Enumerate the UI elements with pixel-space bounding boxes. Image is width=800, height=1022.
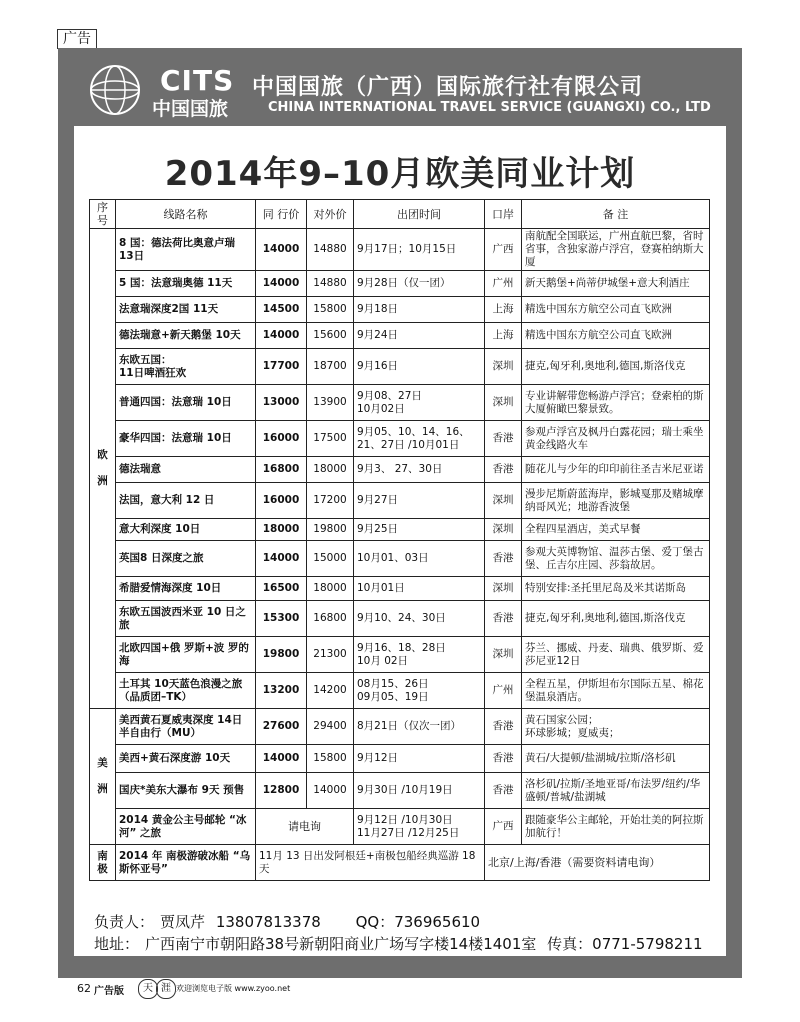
peer-price: 15300 <box>256 601 307 637</box>
peer-price: 13000 <box>256 385 307 421</box>
company-name-en: CHINA INTERNATIONAL TRAVEL SERVICE (GUANGXI) CO., LTD <box>268 100 711 115</box>
notes: 黄石/大提顿/盐湖城/拉斯/洛杉矶 <box>522 745 710 773</box>
page-number: 62 <box>77 982 91 995</box>
departure-date: 10月01日 <box>354 577 485 601</box>
departure-date: 9月28日（仅一团） <box>354 271 485 297</box>
peer-price: 14500 <box>256 297 307 323</box>
peer-price: 14000 <box>256 271 307 297</box>
peer-price: 17700 <box>256 349 307 385</box>
departure-port: 香港 <box>485 457 522 483</box>
fax: 传真：0771-5798211 <box>547 935 703 953</box>
route-name: 德法瑞意+新天鹅堡 10天 <box>116 323 256 349</box>
route-name: 意大利深度 10日 <box>116 519 256 541</box>
retail-price: 14880 <box>307 229 354 271</box>
departure-date: 8月21日（仅次一团） <box>354 709 485 745</box>
retail-price: 14200 <box>307 673 354 709</box>
route-name: 土耳其 10天蓝色浪漫之旅（品质团–TK） <box>116 673 256 709</box>
publication-badge: 天 <box>138 979 158 999</box>
region-antarctica: 南 极 <box>90 845 116 881</box>
route-name: 美西+黄石深度游 10天 <box>116 745 256 773</box>
departure-date: 9月05、10、14、16、21、27日 /10月01日 <box>354 421 485 457</box>
notes: 全程五星，伊斯坦布尔国际五星、棉花堡温泉酒店。 <box>522 673 710 709</box>
column-header: 出团时间 <box>354 200 485 229</box>
retail-price: 15800 <box>307 297 354 323</box>
column-header: 口岸 <box>485 200 522 229</box>
retail-price: 18000 <box>307 577 354 601</box>
departure-date: 9月12日 <box>354 745 485 773</box>
table-row <box>90 673 710 709</box>
notes: 跟随豪华公主邮轮，开始壮美的阿拉斯加航行！ <box>522 809 710 845</box>
table-row <box>90 773 710 809</box>
logo-cn: 中国国旅 <box>152 98 229 120</box>
table-row <box>90 845 710 881</box>
departure-port: 香港 <box>485 709 522 745</box>
retail-price: 15000 <box>307 541 354 577</box>
route-name: 豪华四国：法意瑞 10日 <box>116 421 256 457</box>
route-name: 8 国：德法荷比奥意卢瑞 13日 <box>116 229 256 271</box>
notes: 专业讲解带您畅游卢浮宫；登索柏的斯大厦俯瞰巴黎景致。 <box>522 385 710 421</box>
departure-date: 9月17日；10月15日 <box>354 229 485 271</box>
peer-price: 16800 <box>256 457 307 483</box>
publication-name: 广告版 <box>94 986 124 997</box>
route-name: 法意瑞深度2国 11天 <box>116 297 256 323</box>
table-row <box>90 709 710 745</box>
table-row <box>90 349 710 385</box>
table-row <box>90 519 710 541</box>
notes: 捷克,匈牙利,奥地利,德国,斯洛伐克 <box>522 349 710 385</box>
table-row <box>90 271 710 297</box>
peer-price: 16500 <box>256 577 307 601</box>
departure-port: 香港 <box>485 421 522 457</box>
route-name: 英国8 日深度之旅 <box>116 541 256 577</box>
notes: 南航配全国联运，广州直航巴黎，省时省事，含独家游卢浮宫，登赛柏纳斯大厦 <box>522 229 710 271</box>
retail-price: 15600 <box>307 323 354 349</box>
notes: 全程四星酒店，美式早餐 <box>522 519 710 541</box>
price-call: 请电询 <box>256 809 354 845</box>
departure-port: 广西 <box>485 229 522 271</box>
notes: 精选中国东方航空公司直飞欧洲 <box>522 297 710 323</box>
retail-price: 17500 <box>307 421 354 457</box>
departure-port: 深圳 <box>485 519 522 541</box>
departure-date: 9月18日 <box>354 297 485 323</box>
route-name: 希腊爱情海深度 10日 <box>116 577 256 601</box>
address: 广西南宁市朝阳路38号新朝阳商业广场写字楼14楼1401室 <box>145 935 537 953</box>
column-header: 同 行价 <box>256 200 307 229</box>
peer-price: 14000 <box>256 323 307 349</box>
departure-date: 9月25日 <box>354 519 485 541</box>
retail-price: 14880 <box>307 271 354 297</box>
peer-price: 19800 <box>256 637 307 673</box>
notes: 漫步尼斯蔚蓝海岸，影城戛那及赌城摩纳哥风光；地游香波堡 <box>522 483 710 519</box>
departure-port: 深圳 <box>485 483 522 519</box>
notes: 特别安排:圣托里尼岛及米其诺斯岛 <box>522 577 710 601</box>
departure-port: 广西 <box>485 809 522 845</box>
peer-price: 16000 <box>256 421 307 457</box>
departure-date: 10月01、03日 <box>354 541 485 577</box>
departure-port: 广州 <box>485 271 522 297</box>
table-row <box>90 745 710 773</box>
retail-price: 17200 <box>307 483 354 519</box>
departure-date: 9月24日 <box>354 323 485 349</box>
table-row <box>90 385 710 421</box>
peer-price: 14000 <box>256 541 307 577</box>
retail-price: 13900 <box>307 385 354 421</box>
notes: 精选中国东方航空公司直飞欧洲 <box>522 323 710 349</box>
address-line <box>94 933 709 954</box>
notes: 参观大英博物馆、温莎古堡、爱丁堡古堡、丘吉尔庄园、莎翁故居。 <box>522 541 710 577</box>
retail-price: 16800 <box>307 601 354 637</box>
column-header: 对外价 <box>307 200 354 229</box>
address-label: 地址： <box>94 935 140 953</box>
departure-date: 9月10、24、30日 <box>354 601 485 637</box>
route-name: 美西黄石夏威夷深度 14日 半自由行（MU） <box>116 709 256 745</box>
notes: 芬兰、挪威、丹麦、瑞典、俄罗斯、爱莎尼亚12日 <box>522 637 710 673</box>
departure-date: 9月08、27日 10月02日 <box>354 385 485 421</box>
route-name: 东欧五国： 11日啤酒狂欢 <box>116 349 256 385</box>
route-name: 德法瑞意 <box>116 457 256 483</box>
contact-label: 负责人： <box>94 913 155 931</box>
notes: 新天鹅堡+尚蒂伊城堡+意大利酒庄 <box>522 271 710 297</box>
retail-price: 21300 <box>307 637 354 673</box>
table-row <box>90 541 710 577</box>
retail-price: 14000 <box>307 773 354 809</box>
departure-date: 11月 13 日出发阿根廷+南极包船经典巡游 18天 <box>256 845 485 881</box>
logo-text: CITS <box>160 64 235 97</box>
route-name: 5 国：法意瑞奥德 11天 <box>116 271 256 297</box>
tour-plan-table <box>89 199 710 881</box>
departure-port: 广州 <box>485 673 522 709</box>
notes: 捷克,匈牙利,奥地利,德国,斯洛伐克 <box>522 601 710 637</box>
departure-date: 9月16日 <box>354 349 485 385</box>
route-name: 东欧五国波西米亚 10 日之旅 <box>116 601 256 637</box>
notes: 参观卢浮宫及枫丹白露花园；瑞士乘坐黄金线路火车 <box>522 421 710 457</box>
route-name: 法国，意大利 12 日 <box>116 483 256 519</box>
retail-price: 18000 <box>307 457 354 483</box>
peer-price: 14000 <box>256 229 307 271</box>
table-row <box>90 601 710 637</box>
departure-port: 香港 <box>485 745 522 773</box>
contact-phone: 13807813378 <box>215 913 321 931</box>
table-row <box>90 229 710 271</box>
departure-port: 深圳 <box>485 385 522 421</box>
retail-price: 19800 <box>307 519 354 541</box>
notes: 黄石国家公园； 环球影城；夏威夷； <box>522 709 710 745</box>
departure-date: 9月12日 /10月30日 11月27日 /12月25日 <box>354 809 485 845</box>
publication-badge: 涯 <box>156 979 176 999</box>
company-name-cn: 中国国旅（广西）国际旅行社有限公司 <box>252 75 644 100</box>
notes: 洛杉矶/拉斯/圣地亚哥/布法罗/纽约/华盛顿/普城/盐湖城 <box>522 773 710 809</box>
table-row <box>90 483 710 519</box>
retail-price: 29400 <box>307 709 354 745</box>
route-name: 2014 黄金公主号邮轮 “冰河” 之旅 <box>116 809 256 845</box>
region-europe: 欧 洲 <box>90 229 116 709</box>
table-row <box>90 457 710 483</box>
peer-price: 14000 <box>256 745 307 773</box>
ad-tag: 广告 <box>57 29 97 49</box>
retail-price: 18700 <box>307 349 354 385</box>
departure-date: 9月3、 27、30日 <box>354 457 485 483</box>
column-header: 线路名称 <box>116 200 256 229</box>
departure-port: 香港 <box>485 541 522 577</box>
table-row <box>90 421 710 457</box>
departure-date: 9月16、18、28日 10月 02日 <box>354 637 485 673</box>
notes: 随花儿与少年的印印前往圣吉米尼亚诺 <box>522 457 710 483</box>
departure-port: 深圳 <box>485 637 522 673</box>
route-name: 普通四国：法意瑞 10日 <box>116 385 256 421</box>
table-row <box>90 577 710 601</box>
departure-date: 08月15、26日 09月05、19日 <box>354 673 485 709</box>
departure-date: 9月27日 <box>354 483 485 519</box>
departure-port: 香港 <box>485 773 522 809</box>
departure-port: 深圳 <box>485 577 522 601</box>
route-name: 国庆*美东大瀑布 9天 预售 <box>116 773 256 809</box>
route-name: 2014 年 南极游破冰船 “乌斯怀亚号” <box>116 845 256 881</box>
port-notes: 北京/上海/香港（需要资料请电询） <box>485 845 710 881</box>
contact-line <box>94 911 486 932</box>
welcome-text: 欢迎浏览电子版 www.zyoo.net <box>176 984 291 993</box>
table-row <box>90 637 710 673</box>
peer-price: 12800 <box>256 773 307 809</box>
departure-date: 9月30日 /10月19日 <box>354 773 485 809</box>
table-row <box>90 323 710 349</box>
column-header: 备 注 <box>522 200 710 229</box>
contact-qq: QQ：736965610 <box>355 913 481 931</box>
departure-port: 香港 <box>485 601 522 637</box>
peer-price: 18000 <box>256 519 307 541</box>
retail-price: 15800 <box>307 745 354 773</box>
contact-name: 贾凤芹 <box>160 913 206 931</box>
column-header: 序号 <box>90 200 116 229</box>
page-title: 2014年9–10月欧美同业计划 <box>164 154 636 194</box>
departure-port: 上海 <box>485 323 522 349</box>
peer-price: 27600 <box>256 709 307 745</box>
region-america: 美 洲 <box>90 709 116 845</box>
table-row <box>90 297 710 323</box>
peer-price: 13200 <box>256 673 307 709</box>
departure-port: 深圳 <box>485 349 522 385</box>
table-row <box>90 809 710 845</box>
table-header-row <box>90 200 710 229</box>
cits-logo-icon <box>84 64 146 116</box>
departure-port: 上海 <box>485 297 522 323</box>
peer-price: 16000 <box>256 483 307 519</box>
route-name: 北欧四国+俄 罗斯+波 罗的海 <box>116 637 256 673</box>
